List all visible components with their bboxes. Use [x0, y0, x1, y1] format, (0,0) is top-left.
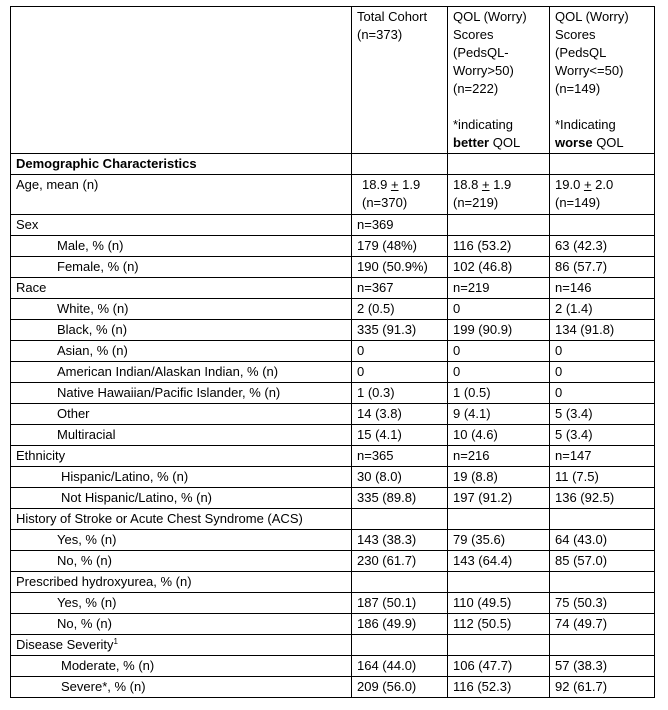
- row-label-text: Yes, % (n): [57, 532, 117, 547]
- age-n: (n=219): [453, 195, 499, 210]
- header-better-qol: [448, 7, 550, 154]
- row-label: [11, 278, 352, 299]
- demographics-table: [10, 6, 655, 698]
- value-cell: 57 (38.3): [550, 656, 655, 677]
- value-cell: n=146: [550, 278, 655, 299]
- table-row: [11, 320, 655, 341]
- header-text: QOL (Worry): [555, 9, 629, 24]
- row-label-text: American Indian/Alaskan Indian, % (n): [57, 364, 279, 379]
- value-cell: 335 (91.3): [352, 320, 448, 341]
- value-cell: n=147: [550, 446, 655, 467]
- age-mean: 18.8: [453, 177, 479, 192]
- table-row: [11, 530, 655, 551]
- table-row: [11, 257, 655, 278]
- row-label: [11, 404, 352, 425]
- value-cell: 0: [448, 362, 550, 383]
- value-cell: 112 (50.5): [448, 614, 550, 635]
- row-label: [11, 236, 352, 257]
- table-row: [11, 656, 655, 677]
- row-label-text: Moderate, % (n): [61, 658, 155, 673]
- value-cell: 92 (61.7): [550, 677, 655, 698]
- row-label-text: Asian, % (n): [57, 343, 128, 358]
- value-cell: 11 (7.5): [550, 467, 655, 488]
- value-cell: [352, 572, 448, 593]
- value-cell: 179 (48%): [352, 236, 448, 257]
- value-cell: 2 (0.5): [352, 299, 448, 320]
- plus-minus: +: [583, 177, 592, 192]
- row-label-text: No, % (n): [57, 553, 112, 568]
- value-cell: 75 (50.3): [550, 593, 655, 614]
- row-label: [11, 257, 352, 278]
- value-cell: 106 (47.7): [448, 656, 550, 677]
- value-cell: 164 (44.0): [352, 656, 448, 677]
- value-cell: 197 (91.2): [448, 488, 550, 509]
- row-label-text: No, % (n): [57, 616, 112, 631]
- value-cell: 0: [448, 341, 550, 362]
- table-row: [11, 593, 655, 614]
- value-cell: [550, 509, 655, 530]
- row-label: [11, 425, 352, 446]
- header-note-bold: better: [453, 135, 490, 150]
- age-label: Age, mean (n): [11, 175, 352, 215]
- value-cell: 0: [550, 341, 655, 362]
- row-label: [11, 467, 352, 488]
- header-note: *indicating: [453, 117, 513, 132]
- row-label-text: Female, % (n): [57, 259, 139, 274]
- table-row: [11, 215, 655, 236]
- table-row: [11, 299, 655, 320]
- row-label: [11, 215, 352, 236]
- row-label: [11, 299, 352, 320]
- header-text: (n=222): [453, 81, 499, 96]
- header-text: (n=149): [555, 81, 601, 96]
- value-cell: 335 (89.8): [352, 488, 448, 509]
- value-cell: 134 (91.8): [550, 320, 655, 341]
- header-text: Worry>50): [453, 63, 514, 78]
- value-cell: 85 (57.0): [550, 551, 655, 572]
- row-label: [11, 341, 352, 362]
- table-row: [11, 488, 655, 509]
- value-cell: 230 (61.7): [352, 551, 448, 572]
- header-text: (n=373): [357, 27, 403, 42]
- value-cell: 2 (1.4): [550, 299, 655, 320]
- age-mean-line: [453, 176, 544, 194]
- value-cell: [550, 635, 655, 656]
- value-cell: [448, 509, 550, 530]
- row-label-text: History of Stroke or Acute Chest Syndrome (ACS): [16, 511, 303, 526]
- plus-minus: +: [390, 177, 399, 192]
- table-row: [11, 362, 655, 383]
- value-cell: 19 (8.8): [448, 467, 550, 488]
- value-cell: 187 (50.1): [352, 593, 448, 614]
- value-cell: 143 (38.3): [352, 530, 448, 551]
- value-cell: 64 (43.0): [550, 530, 655, 551]
- header-note-bold: worse: [555, 135, 593, 150]
- row-label-text: Hispanic/Latino, % (n): [61, 469, 189, 484]
- value-cell: n=369: [352, 215, 448, 236]
- value-cell: 143 (64.4): [448, 551, 550, 572]
- row-label: [11, 362, 352, 383]
- row-label-text: Not Hispanic/Latino, % (n): [61, 490, 213, 505]
- footnote-marker: 1: [113, 637, 118, 646]
- value-cell: 199 (90.9): [448, 320, 550, 341]
- table-row: [11, 425, 655, 446]
- age-better-cell: [448, 175, 550, 215]
- value-cell: n=216: [448, 446, 550, 467]
- row-label-text: Native Hawaiian/Pacific Islander, % (n): [57, 385, 281, 400]
- value-cell: 1 (0.3): [352, 383, 448, 404]
- value-cell: 0: [550, 383, 655, 404]
- value-cell: n=219: [448, 278, 550, 299]
- value-cell: 110 (49.5): [448, 593, 550, 614]
- value-cell: [550, 215, 655, 236]
- value-cell: 63 (42.3): [550, 236, 655, 257]
- age-sd: 1.9: [493, 177, 512, 192]
- age-sd: 2.0: [595, 177, 614, 192]
- value-cell: [550, 572, 655, 593]
- value-cell: n=367: [352, 278, 448, 299]
- row-label: [11, 572, 352, 593]
- value-cell: 0: [448, 299, 550, 320]
- value-cell: [448, 572, 550, 593]
- value-cell: 186 (49.9): [352, 614, 448, 635]
- value-cell: 9 (4.1): [448, 404, 550, 425]
- section-title: Demographic Characteristics: [11, 154, 352, 175]
- age-mean: 19.0: [555, 177, 581, 192]
- row-label: [11, 509, 352, 530]
- row-label: [11, 614, 352, 635]
- value-cell: 15 (4.1): [352, 425, 448, 446]
- header-text: Total Cohort: [357, 9, 428, 24]
- section-row: [11, 154, 655, 175]
- table-row: [11, 572, 655, 593]
- table-row: [11, 677, 655, 698]
- row-label: [11, 656, 352, 677]
- value-cell: [352, 509, 448, 530]
- age-n: (n=370): [362, 195, 408, 210]
- row-label-text: Race: [16, 280, 47, 295]
- header-row: [11, 7, 655, 154]
- value-cell: [448, 215, 550, 236]
- empty-cell: [448, 154, 550, 175]
- header-note-tail: QOL: [592, 135, 624, 150]
- table-row: [11, 278, 655, 299]
- value-cell: 86 (57.7): [550, 257, 655, 278]
- table-row: [11, 467, 655, 488]
- age-mean-line: [362, 176, 442, 194]
- table-row: [11, 341, 655, 362]
- header-text: QOL (Worry): [453, 9, 527, 24]
- header-note: *Indicating: [555, 117, 616, 132]
- row-label: [11, 551, 352, 572]
- header-worse-qol: [550, 7, 655, 154]
- value-cell: [448, 635, 550, 656]
- value-cell: 190 (50.9%): [352, 257, 448, 278]
- table-row: [11, 236, 655, 257]
- value-cell: 79 (35.6): [448, 530, 550, 551]
- age-worse-cell: [550, 175, 655, 215]
- header-total-cohort: [352, 7, 448, 154]
- row-label-text: Yes, % (n): [57, 595, 117, 610]
- row-label: [11, 677, 352, 698]
- row-label: [11, 446, 352, 467]
- table-row: [11, 383, 655, 404]
- row-label-text: Other: [57, 406, 90, 421]
- header-note-line: [453, 134, 544, 152]
- header-text: Scores: [453, 27, 494, 42]
- value-cell: 5 (3.4): [550, 425, 655, 446]
- row-label: [11, 383, 352, 404]
- value-cell: 102 (46.8): [448, 257, 550, 278]
- age-sd: 1.9: [402, 177, 421, 192]
- row-label-text: Black, % (n): [57, 322, 128, 337]
- value-cell: 14 (3.8): [352, 404, 448, 425]
- row-label-text: White, % (n): [57, 301, 129, 316]
- header-text: (PedsQL: [555, 45, 607, 60]
- row-label: [11, 530, 352, 551]
- header-text: (PedsQL-: [453, 45, 509, 60]
- table-row: [11, 446, 655, 467]
- age-mean-line: [555, 176, 649, 194]
- row-label: [11, 488, 352, 509]
- header-blank-cell: [11, 7, 352, 154]
- header-note-tail: QOL: [489, 135, 521, 150]
- value-cell: 74 (49.7): [550, 614, 655, 635]
- row-label: [11, 635, 352, 656]
- age-total-cell: [352, 175, 448, 215]
- value-cell: 0: [550, 362, 655, 383]
- empty-cell: [550, 154, 655, 175]
- table-row: [11, 509, 655, 530]
- value-cell: 0: [352, 362, 448, 383]
- value-cell: n=365: [352, 446, 448, 467]
- empty-cell: [352, 154, 448, 175]
- row-label-text: Sex: [16, 217, 39, 232]
- table-row: [11, 635, 655, 656]
- value-cell: 0: [352, 341, 448, 362]
- table-row: [11, 614, 655, 635]
- value-cell: 116 (52.3): [448, 677, 550, 698]
- row-label: [11, 320, 352, 341]
- table-row: [11, 404, 655, 425]
- age-n: (n=149): [555, 195, 601, 210]
- value-cell: 5 (3.4): [550, 404, 655, 425]
- header-note-line: [555, 134, 649, 152]
- row-label-text: Multiracial: [57, 427, 116, 442]
- row-label-text: Male, % (n): [57, 238, 124, 253]
- row-label-text: Disease Severity: [16, 637, 114, 652]
- value-cell: 116 (53.2): [448, 236, 550, 257]
- age-mean: 18.9: [362, 177, 388, 192]
- row-label-text: Prescribed hydroxyurea, % (n): [16, 574, 192, 589]
- value-cell: 10 (4.6): [448, 425, 550, 446]
- value-cell: 1 (0.5): [448, 383, 550, 404]
- age-row: [11, 175, 655, 215]
- table-row: [11, 551, 655, 572]
- row-label-text: Severe*, % (n): [61, 679, 146, 694]
- header-text: Scores: [555, 27, 596, 42]
- value-cell: 30 (8.0): [352, 467, 448, 488]
- value-cell: 136 (92.5): [550, 488, 655, 509]
- plus-minus: +: [481, 177, 490, 192]
- row-label-text: Ethnicity: [16, 448, 66, 463]
- row-label: [11, 593, 352, 614]
- header-text: Worry<=50): [555, 63, 624, 78]
- value-cell: 209 (56.0): [352, 677, 448, 698]
- value-cell: [352, 635, 448, 656]
